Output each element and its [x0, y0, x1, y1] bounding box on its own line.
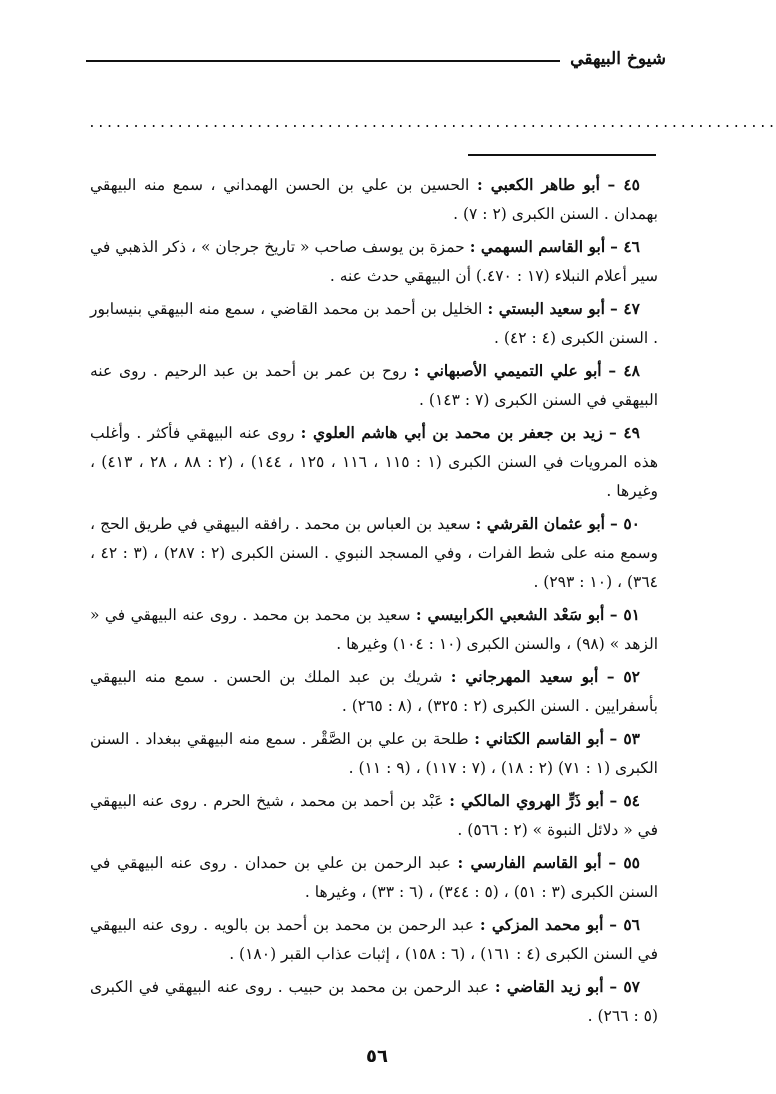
entry-text: شريك بن عبد الملك بن الحسن . سمع منه البيهقي بأسفرايين . السنن الكبرى (٢ : ٣٢٥) ، (٨ : ٢٦٥) .	[90, 668, 658, 715]
entry-number: ٥٤ –	[609, 791, 640, 810]
entry-text: روى عنه البيهقي فأكثر . وأغلب هذه المرويات في السنن الكبرى (١ : ١١٥ ، ١١٦ ، ١٢٥ ، ١٤٤) ، (٢ : ٨٨ ، ٢٨ ، ٤١٣) ، وغيرها .	[90, 424, 659, 500]
header-title: شيوخ البيهقي	[570, 49, 666, 69]
entry-51	[90, 600, 658, 659]
entry-text: الخليل بن أحمد بن محمد القاضي ، سمع منه البيهقي بنيسابور . السنن الكبرى (٤ : ٤٢) .	[90, 300, 658, 347]
entry-name: أبو محمد المزكي :	[479, 915, 604, 934]
entry-text: عبد الرحمن بن علي بن حمدان . روى عنه البيهقي في السنن الكبرى (٣ : ٥١) ، (٥ : ٣٤٤) ، (٦ : ٣٣) ، وغيرها .	[90, 854, 658, 901]
entry-number: ٤٨ –	[608, 361, 640, 380]
entry-55	[90, 848, 658, 907]
entry-54	[90, 786, 658, 845]
entry-number: ٤٧ –	[610, 299, 640, 318]
entry-name: أبو سعيد البستي :	[487, 299, 605, 318]
entry-text: طلحة بن علي بن الصَّقْر . سمع منه البيهقي ببغداد . السنن الكبرى (١ : ٧١) (٢ : ١٨) ، (٧ : ١١٧) ، (٩ : ١١) .	[90, 730, 658, 777]
entry-47	[90, 294, 658, 353]
entry-number: ٥٠ –	[610, 514, 640, 533]
entries-list	[90, 170, 658, 1034]
entry-name: أبو عثمان القرشي :	[475, 514, 605, 533]
entry-48	[90, 356, 658, 415]
entry-number: ٥١ –	[609, 605, 640, 624]
entry-text: سعيد بن العباس بن محمد . رافقه البيهقي في طريق الحج ، وسمع منه على شط الفرات ، وفي المسجد النبوي . السنن الكبرى (٢ : ٢٨٧) ، (٣ : ٤٢ ، ٣٦٤) ، (١٠ : ٢٩٣) .	[90, 515, 658, 591]
entry-name: أبو القاسم الكتاني :	[474, 729, 604, 748]
entry-name: زيد بن جعفر بن محمد بن أبي هاشم العلوي :	[300, 423, 603, 442]
entry-number: ٤٩ –	[608, 423, 641, 442]
entry-text: عَبْد بن أحمد بن محمد ، شيخ الحرم . روى عنه البيهقي في « دلائل النبوة » (٢ : ٥٦٦) .	[90, 792, 658, 839]
entry-name: أبو زيد القاضي :	[494, 977, 604, 996]
entry-name: أبو سعيد المهرجاني :	[450, 667, 599, 686]
entry-56	[90, 910, 658, 969]
entry-number: ٥٢ –	[606, 667, 640, 686]
entry-number: ٤٦ –	[610, 237, 640, 256]
entry-name: أبو طاهر الكعبي :	[476, 175, 600, 194]
entry-46	[90, 232, 658, 291]
entry-name: أبو ذَرٍّ الهروي المالكي :	[449, 791, 604, 810]
entry-49	[90, 418, 658, 506]
page-number: ٥٦	[366, 1046, 388, 1067]
entry-text: الحسين بن علي بن الحسن الهمداني ، سمع منه البيهقي بهمدان . السنن الكبرى (٢ : ٧) .	[90, 176, 658, 223]
entry-50	[90, 509, 658, 597]
entry-text: عبد الرحمن بن محمد بن حبيب . روى عنه البيهقي في الكبرى (٥ : ٢٦٦) .	[90, 978, 658, 1025]
entry-number: ٥٧ –	[609, 977, 640, 996]
entry-name: أبو سَعْد الشعبي الكرابيسي :	[415, 605, 605, 624]
entry-text: سعيد بن محمد بن محمد . روى عنه البيهقي في « الزهد » (٩٨) ، والسنن الكبرى (١٠ : ١٠٤) وغيرها .	[90, 606, 658, 653]
entry-number: ٥٥ –	[608, 853, 640, 872]
header-rule	[86, 60, 560, 62]
dotted-separator: ..............................................................................	[88, 116, 776, 131]
entry-number: ٥٦ –	[609, 915, 640, 934]
entry-52	[90, 662, 658, 721]
entry-45	[90, 170, 658, 229]
entry-text: حمزة بن يوسف صاحب « تاريخ جرجان » ، ذكر الذهبي في سير أعلام النبلاء (١٧ : ٤٧٠.) أن البيهقي حدث عنه .	[90, 238, 658, 285]
entry-name: أبو القاسم الفارسي :	[457, 853, 602, 872]
entry-number: ٥٣ –	[609, 729, 640, 748]
footnote-rule	[468, 154, 656, 156]
entry-text: عبد الرحمن بن محمد بن أحمد بن بالويه . روى عنه البيهقي في السنن الكبرى (٤ : ١٦١) ، (٦ : ١٥٨) ، إثبات عذاب القبر (١٨٠) .	[90, 916, 658, 963]
entry-name: أبو علي التميمي الأصبهاني :	[413, 361, 602, 380]
entry-57	[90, 972, 658, 1031]
entry-53	[90, 724, 658, 783]
entry-name: أبو القاسم السهمي :	[469, 237, 606, 256]
running-header	[86, 44, 666, 74]
entry-text: روح بن عمر بن أحمد بن عبد الرحيم . روى عنه البيهقي في السنن الكبرى (٧ : ١٤٣) .	[90, 362, 658, 409]
entry-number: ٤٥ –	[607, 175, 640, 194]
